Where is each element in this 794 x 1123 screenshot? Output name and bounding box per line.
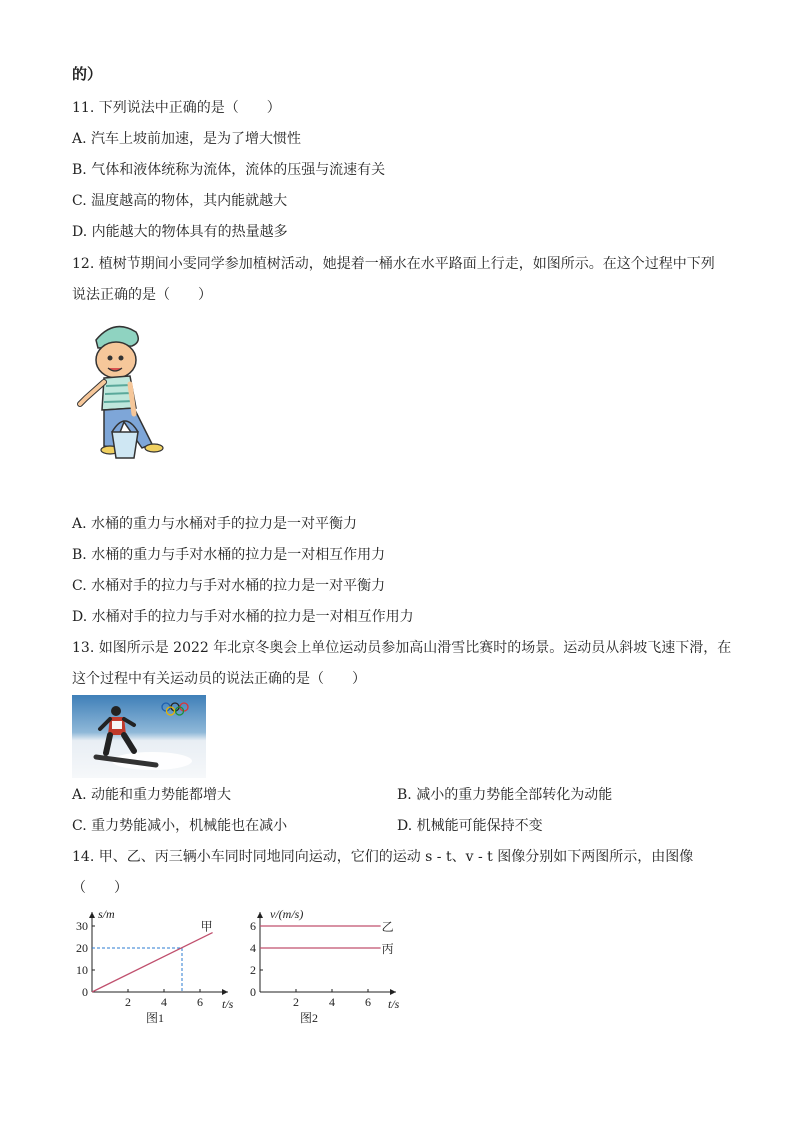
q13-option-c[interactable]: C. 重力势能减小，机械能也在减小 — [72, 818, 288, 834]
chart2-x-tick-label: 2 — [293, 995, 299, 1009]
chart2-x-tick-label: 4 — [329, 995, 335, 1009]
chart2-ylabel: v/(m/s) — [270, 907, 304, 921]
chart2-y-tick-label: 0 — [250, 985, 256, 999]
chart2-x-tick-label: 6 — [365, 995, 371, 1009]
chart2-caption: 图2 — [300, 1011, 319, 1025]
q12-stem-line1: 12. 植树节期间小雯同学参加植树活动，她提着一桶水在水平路面上行走，如图所示。在这个过程中下列 — [72, 256, 715, 272]
q13-stem-line2: 这个过程中有关运动员的说法正确的是（ ） — [72, 671, 366, 687]
q11-option-d[interactable]: D. 内能越大的物体具有的热量越多 — [72, 224, 288, 240]
chart1-y-tick-label: 10 — [76, 963, 88, 977]
snowboarder-photo — [72, 695, 206, 778]
q14-stem-line2: （ ） — [72, 880, 128, 896]
chart1-y-tick-label: 30 — [76, 919, 88, 933]
girl-carrying-bucket-illustration — [74, 318, 184, 468]
chart1-xlabel: t/s — [222, 997, 234, 1011]
chart1-series-line-0 — [92, 933, 213, 992]
chart1-x-tick-label: 6 — [197, 995, 203, 1009]
st-graph-figure-1 — [72, 898, 232, 1024]
chart1-caption: 图1 — [146, 1011, 165, 1025]
chart1-x-arrow — [222, 989, 228, 995]
chart2-y-tick-label: 2 — [250, 963, 256, 977]
q12-stem-line2: 说法正确的是（ ） — [72, 287, 212, 303]
header-fragment: 的） — [72, 65, 103, 83]
q12-option-b[interactable]: B. 水桶的重力与手对水桶的拉力是一对相互作用力 — [72, 547, 386, 563]
chart2-y-arrow — [257, 912, 263, 918]
q13-stem-line1: 13. 如图所示是 2022 年北京冬奥会上单位运动员参加高山滑雪比赛时的场景。运动员从斜坡飞速下滑，在 — [72, 640, 732, 656]
q12-option-c[interactable]: C. 水桶对手的拉力与手对水桶的拉力是一对平衡力 — [72, 578, 386, 594]
q13-option-b[interactable]: B. 减小的重力势能全部转化为动能 — [397, 787, 613, 803]
chart2-y-tick-label: 6 — [250, 919, 256, 933]
vt-graph-figure-2 — [246, 898, 406, 1024]
chart1-ylabel: s/m — [98, 907, 115, 921]
chart1-y-arrow — [89, 912, 95, 918]
q14-stem-line1: 14. 甲、乙、丙三辆小车同时同地同向运动，它们的运动 s - t、v - t 图像分别如下两图所示，由图像 — [72, 849, 694, 865]
chart2-series-label-0: 乙 — [381, 920, 394, 934]
chart2-x-arrow — [390, 989, 396, 995]
chart2-y-tick-label: 4 — [250, 941, 256, 955]
chart1-y-tick-label: 20 — [76, 941, 88, 955]
q12-option-d[interactable]: D. 水桶对手的拉力与手对水桶的拉力是一对相互作用力 — [72, 609, 414, 625]
q13-option-a[interactable]: A. 动能和重力势能都增大 — [72, 787, 232, 803]
q11-option-c[interactable]: C. 温度越高的物体，其内能就越大 — [72, 193, 288, 209]
q13-option-d[interactable]: D. 机械能可能保持不变 — [397, 818, 543, 834]
chart1-y-tick-label: 0 — [82, 985, 88, 999]
chart1-x-tick-label: 4 — [161, 995, 167, 1009]
chart1-x-tick-label: 2 — [125, 995, 131, 1009]
chart2-xlabel: t/s — [388, 997, 400, 1011]
q11-option-a[interactable]: A. 汽车上坡前加速，是为了增大惯性 — [72, 131, 302, 147]
q12-option-a[interactable]: A. 水桶的重力与水桶对手的拉力是一对平衡力 — [72, 516, 358, 532]
chart1-series-label-0: 甲 — [200, 919, 213, 934]
chart2-series-label-1: 丙 — [381, 942, 394, 956]
q11-stem: 11. 下列说法中正确的是（ ） — [72, 100, 281, 116]
q11-option-b[interactable]: B. 气体和液体统称为流体，流体的压强与流速有关 — [72, 162, 386, 178]
